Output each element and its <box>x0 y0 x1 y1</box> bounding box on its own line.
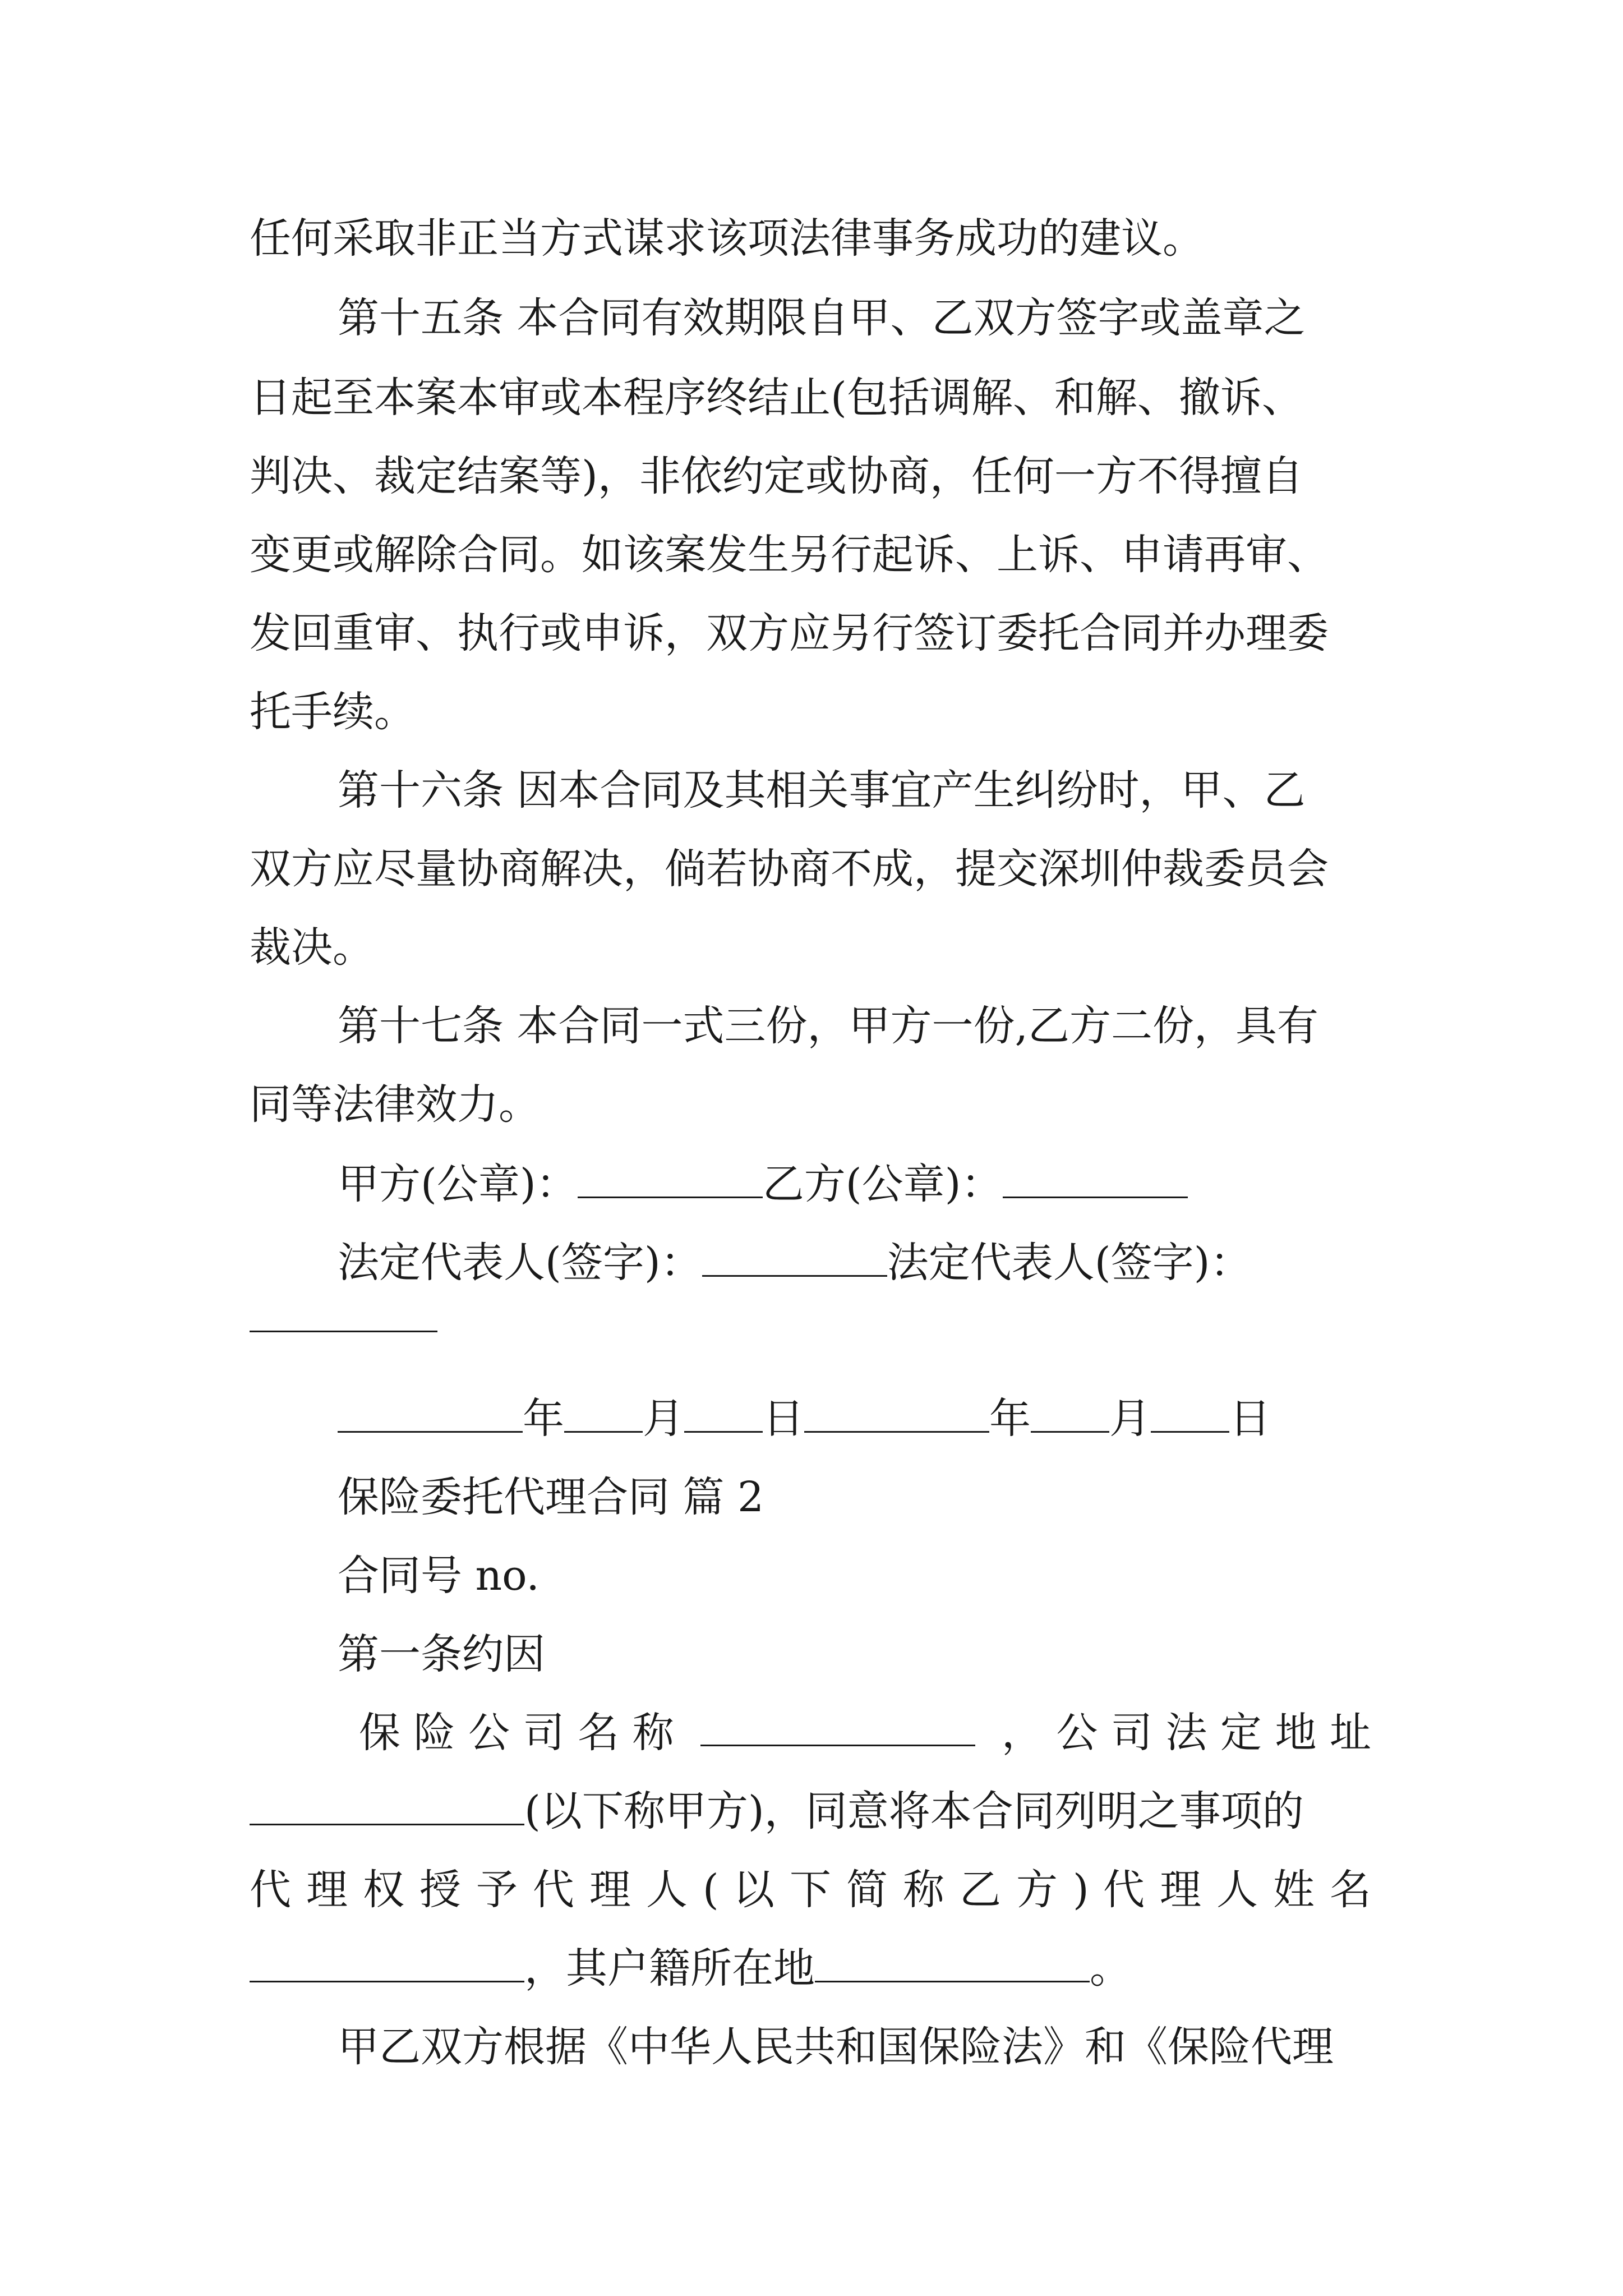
text-line: 代 理 权 授 予 代 理 人 ( 以 下 简 称 乙 方 ) 代 理 人 姓 名 <box>250 1866 1372 1914</box>
article-1-heading: 第一条约因 <box>338 1630 545 1678</box>
month-label: 月 <box>643 1395 684 1443</box>
day-label-b: 日 <box>1229 1395 1271 1443</box>
party-b-seal-label: 乙方(公章)： <box>762 1160 1003 1208</box>
legal-rep-signature-line <box>338 1239 1252 1287</box>
date-line <box>338 1395 1271 1443</box>
legal-rep-a-blank <box>702 1243 887 1277</box>
section-title: 保险委托代理合同 篇 2 <box>338 1473 764 1521</box>
text-span: (以下称甲方)，同意将本合同列明之事项的 <box>524 1787 1304 1835</box>
year-blank-b <box>804 1398 989 1433</box>
insurer-name-label: 保 险 公 司 名 称 <box>359 1709 674 1757</box>
household-registration-blank <box>815 1948 1090 1982</box>
contract-number: 合同号 no. <box>338 1552 540 1600</box>
text-line: 任何采取非正当方式谋求该项法律事务成功的建议。 <box>250 214 1204 263</box>
year-blank <box>338 1398 523 1433</box>
year-label: 年 <box>523 1395 564 1443</box>
text-line: 双方应尽量协商解决，倘若协商不成，提交深圳仲裁委员会 <box>250 845 1329 893</box>
year-label-b: 年 <box>989 1395 1031 1443</box>
text-line <box>250 1944 1131 1993</box>
text-line: 发回重审、执行或申诉，双方应另行签订委托合同并办理委 <box>250 609 1329 657</box>
text-span: 。 <box>1090 1944 1131 1993</box>
month-blank-b <box>1031 1398 1109 1433</box>
agent-name-blank <box>250 1948 524 1982</box>
text-line: 同等法律效力。 <box>250 1080 540 1129</box>
month-label-b: 月 <box>1109 1395 1151 1443</box>
insurer-name-blank <box>700 1712 975 1746</box>
insurer-address-blank <box>250 1791 524 1825</box>
text-line: 甲乙双方根据《中华人民共和国保险法》和《保险代理 <box>338 2023 1334 2071</box>
party-b-seal-blank <box>1003 1164 1188 1198</box>
seal-signature-line <box>338 1160 1188 1208</box>
text-line <box>250 1787 1304 1835</box>
party-a-seal-label: 甲方(公章)： <box>338 1160 578 1208</box>
day-blank <box>684 1398 763 1433</box>
insurer-info-line <box>359 1709 1371 1757</box>
article-15-heading-line: 第十五条 本合同有效期限自甲、乙双方签字或盖章之 <box>338 294 1306 342</box>
text-line: 托手续。 <box>250 688 416 736</box>
text-line: 判决、裁定结案等)，非依约定或协商，任何一方不得擅自 <box>250 452 1303 500</box>
text-line: 裁决。 <box>250 923 374 972</box>
article-16-heading-line: 第十六条 因本合同及其相关事宜产生纠纷时，甲、乙 <box>338 766 1306 815</box>
article-17-heading-line: 第十七条 本合同一式三份，甲方一份,乙方二份，具有 <box>338 1002 1319 1050</box>
legal-rep-b-blank <box>250 1331 437 1332</box>
party-a-seal-blank <box>578 1164 763 1198</box>
legal-rep-a-label: 法定代表人(签字)： <box>338 1239 702 1287</box>
day-label: 日 <box>763 1395 804 1443</box>
insurer-address-label: ， 公 司 法 定 地 址 <box>1001 1709 1371 1757</box>
legal-rep-b-label: 法定代表人(签字)： <box>887 1239 1252 1287</box>
text-span: ，其户籍所在地 <box>524 1944 815 1993</box>
text-line: 变更或解除合同。如该案发生另行起诉、上诉、申请再审、 <box>250 531 1329 579</box>
day-blank-b <box>1151 1398 1229 1433</box>
text-line: 日起至本案本审或本程序终结止(包括调解、和解、撤诉、 <box>250 374 1303 422</box>
month-blank <box>564 1398 643 1433</box>
